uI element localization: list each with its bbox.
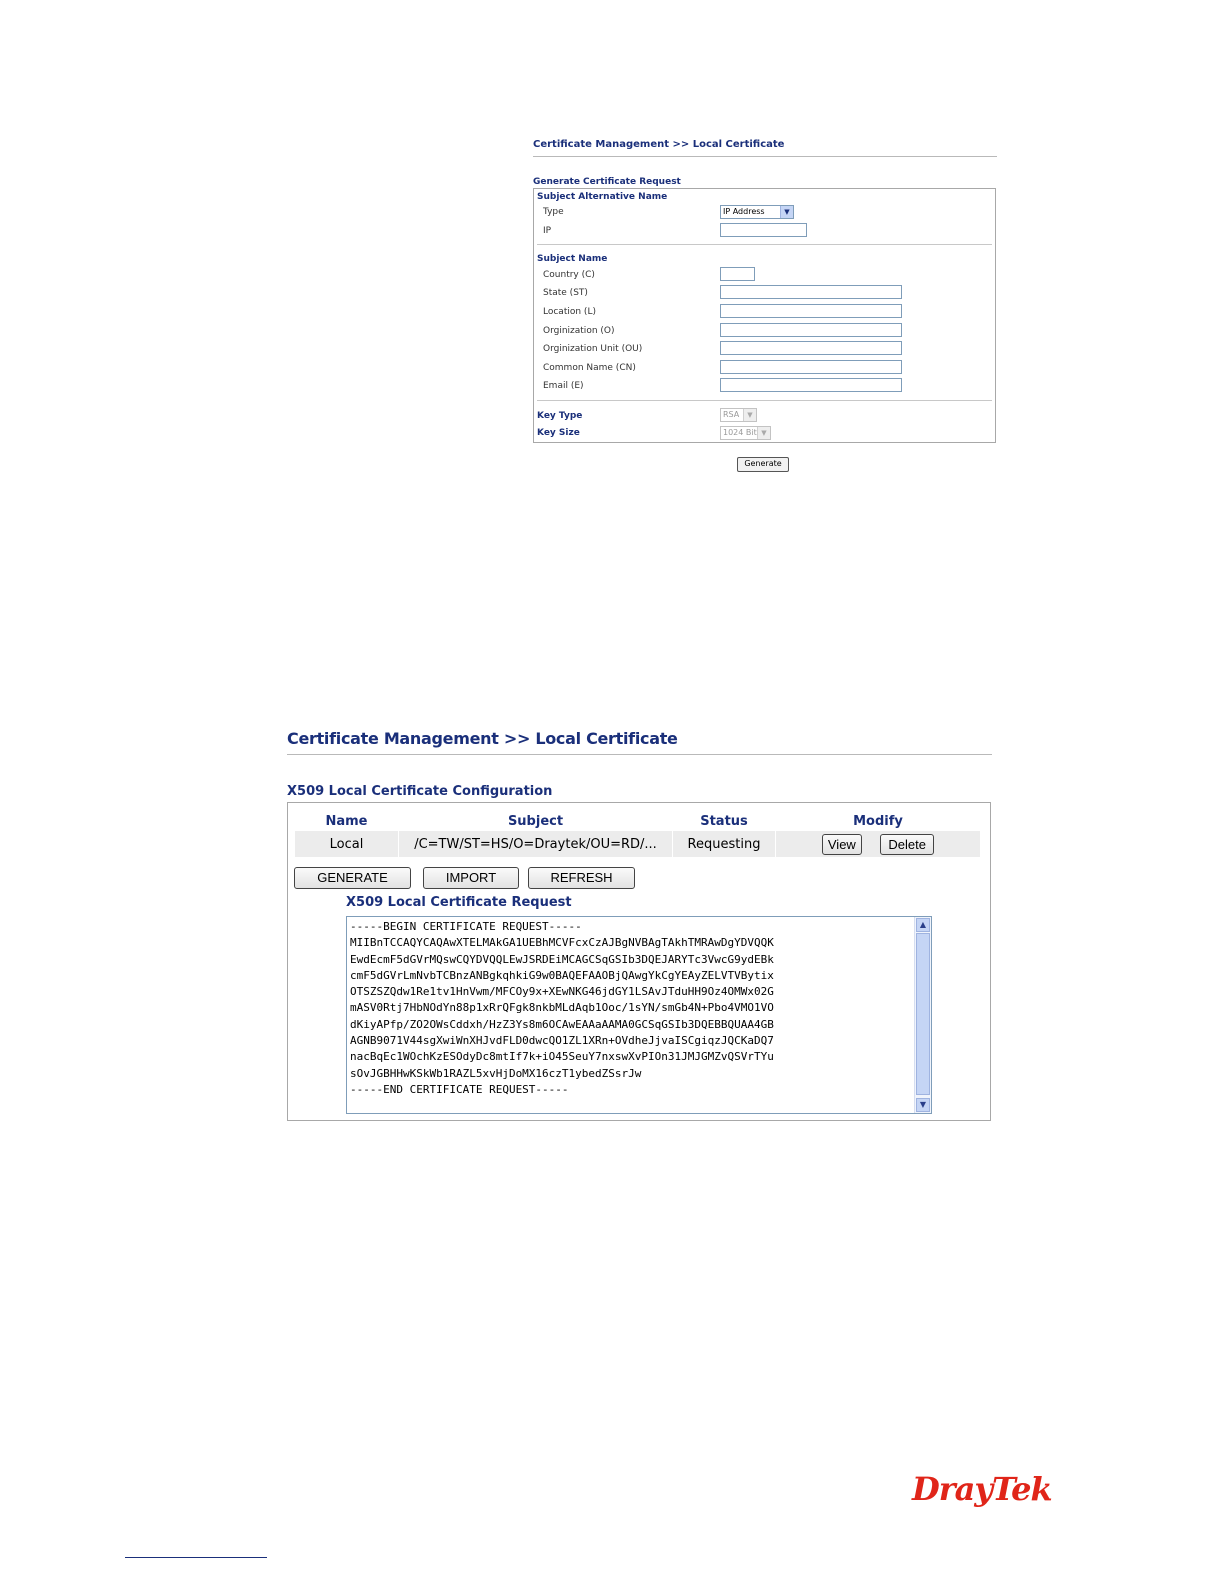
- table-row: [295, 831, 980, 857]
- divider: [533, 156, 997, 157]
- scroll-up-icon[interactable]: ▲: [916, 918, 930, 932]
- certificate-request-text: -----BEGIN CERTIFICATE REQUEST----- MIIBnTCCAQYCAQAwXTELMAkGA1UEBhMCVFcxCzAJBgNVBAgTAkhTMRAwDgYDVQQK EwdEcmF5dGVrMQswCQYDVQQLEwJSRDEiMCAGCSqGSIb3DQEJARYTc3VwcG9ydEBk cmF5dGVrLmNvbTCBnzANBgkqhkiG9w0BAQEFAAOBjQAwgYkCgYEAyZELVTVBytix OTSZSZQdw1Re1tv1HnVwm/MFCOy9x+XEwNKG46jdGY1LSAvJTduHH9Oz4OMWx02G mASV0Rtj7HbNOdYn88p1xRrQFgk8nkbMLdAqb1Ooc/1sYN/smGb4N+Pbo4VMO1VO dKiyAPfp/ZO2OWsCddxh/HzZ3Ys8m6OCAwEAAaAAMA0GCSqGSIb3DQEBBQUAA4GB AGNB9071V44sgXwiWnXHJvdFLD0dwcQO1ZL1XRn+OVdheJjvaISCgiqzJQCKaDQ7 nacBqEc1WOchKzESOdyDc8mtIf7k+iO45SeuY7nxswXvPIOn31JMJGMZvQSVrTYu sOvJGBHHwKSkWb1RAZL5xvHjDoMX16czT1ybedZSsrJw -----END CERTIFICATE REQUEST-----: [350, 920, 774, 1096]
- generate-certificate-panel: [533, 136, 997, 468]
- san-type-value: IP Address: [723, 207, 765, 216]
- country-input[interactable]: [720, 267, 755, 281]
- common-name-label: Common Name (CN): [543, 363, 636, 373]
- key-type-select[interactable]: [720, 408, 757, 422]
- key-size-value: 1024 Bit: [723, 428, 757, 437]
- location-input[interactable]: [720, 304, 902, 318]
- common-name-input[interactable]: [720, 360, 902, 374]
- cert-name: Local: [295, 831, 398, 857]
- state-input[interactable]: [720, 285, 902, 299]
- cert-subject: /C=TW/ST=HS/O=Draytek/OU=RD/...: [399, 831, 672, 857]
- organization-input[interactable]: [720, 323, 902, 337]
- divider: [287, 754, 992, 755]
- column-header-subject: Subject: [507, 813, 564, 829]
- scroll-thumb[interactable]: [916, 933, 930, 1095]
- section-title: Generate Certificate Request: [533, 177, 681, 187]
- key-size-label: Key Size: [537, 428, 580, 438]
- column-header-modify: Modify: [853, 813, 903, 829]
- key-size-select[interactable]: [720, 426, 771, 440]
- chevron-down-icon: ▼: [780, 206, 793, 218]
- view-button[interactable]: View: [822, 834, 862, 855]
- san-heading: Subject Alternative Name: [537, 192, 668, 202]
- request-title: X509 Local Certificate Request: [346, 895, 572, 910]
- refresh-button[interactable]: REFRESH: [528, 867, 635, 889]
- scroll-down-icon[interactable]: ▼: [916, 1098, 930, 1112]
- x509-certificate-panel: [287, 728, 992, 1121]
- key-type-label: Key Type: [537, 411, 583, 421]
- import-button[interactable]: IMPORT: [423, 867, 519, 889]
- column-header-name: Name: [325, 813, 368, 829]
- column-header-status: Status: [700, 813, 748, 829]
- certificate-table: [294, 811, 981, 858]
- org-unit-input[interactable]: [720, 341, 902, 355]
- location-label: Location (L): [543, 307, 596, 317]
- section-title: X509 Local Certificate Configuration: [287, 784, 553, 799]
- breadcrumb: Certificate Management >> Local Certificate: [287, 729, 678, 748]
- ip-input[interactable]: [720, 223, 807, 237]
- draytek-logo: DrayTek: [912, 1470, 1052, 1508]
- generate-button[interactable]: GENERATE: [294, 867, 411, 889]
- email-label: Email (E): [543, 381, 584, 391]
- state-label: State (ST): [543, 288, 588, 298]
- chevron-down-icon: ▼: [757, 427, 770, 439]
- san-type-select[interactable]: [720, 205, 794, 219]
- modify-cell: [776, 831, 980, 857]
- certificate-config-box: [287, 802, 991, 1121]
- delete-button[interactable]: Delete: [880, 834, 934, 855]
- key-type-value: RSA: [723, 410, 740, 419]
- generate-form: [533, 188, 996, 443]
- type-label: Type: [543, 207, 564, 217]
- org-unit-label: Orginization Unit (OU): [543, 344, 643, 354]
- scrollbar[interactable]: [914, 917, 931, 1113]
- email-input[interactable]: [720, 378, 902, 392]
- certificate-request-textarea[interactable]: [346, 916, 932, 1114]
- subject-name-heading: Subject Name: [537, 254, 608, 264]
- generate-button[interactable]: Generate: [737, 457, 789, 472]
- organization-label: Orginization (O): [543, 326, 615, 336]
- cert-status: Requesting: [673, 831, 775, 857]
- divider: [537, 400, 992, 401]
- divider: [537, 244, 992, 245]
- breadcrumb: Certificate Management >> Local Certificate: [533, 139, 785, 150]
- ip-label: IP: [543, 226, 552, 236]
- country-label: Country (C): [543, 270, 595, 280]
- footer-divider: [125, 1557, 267, 1558]
- chevron-down-icon: ▼: [743, 409, 756, 421]
